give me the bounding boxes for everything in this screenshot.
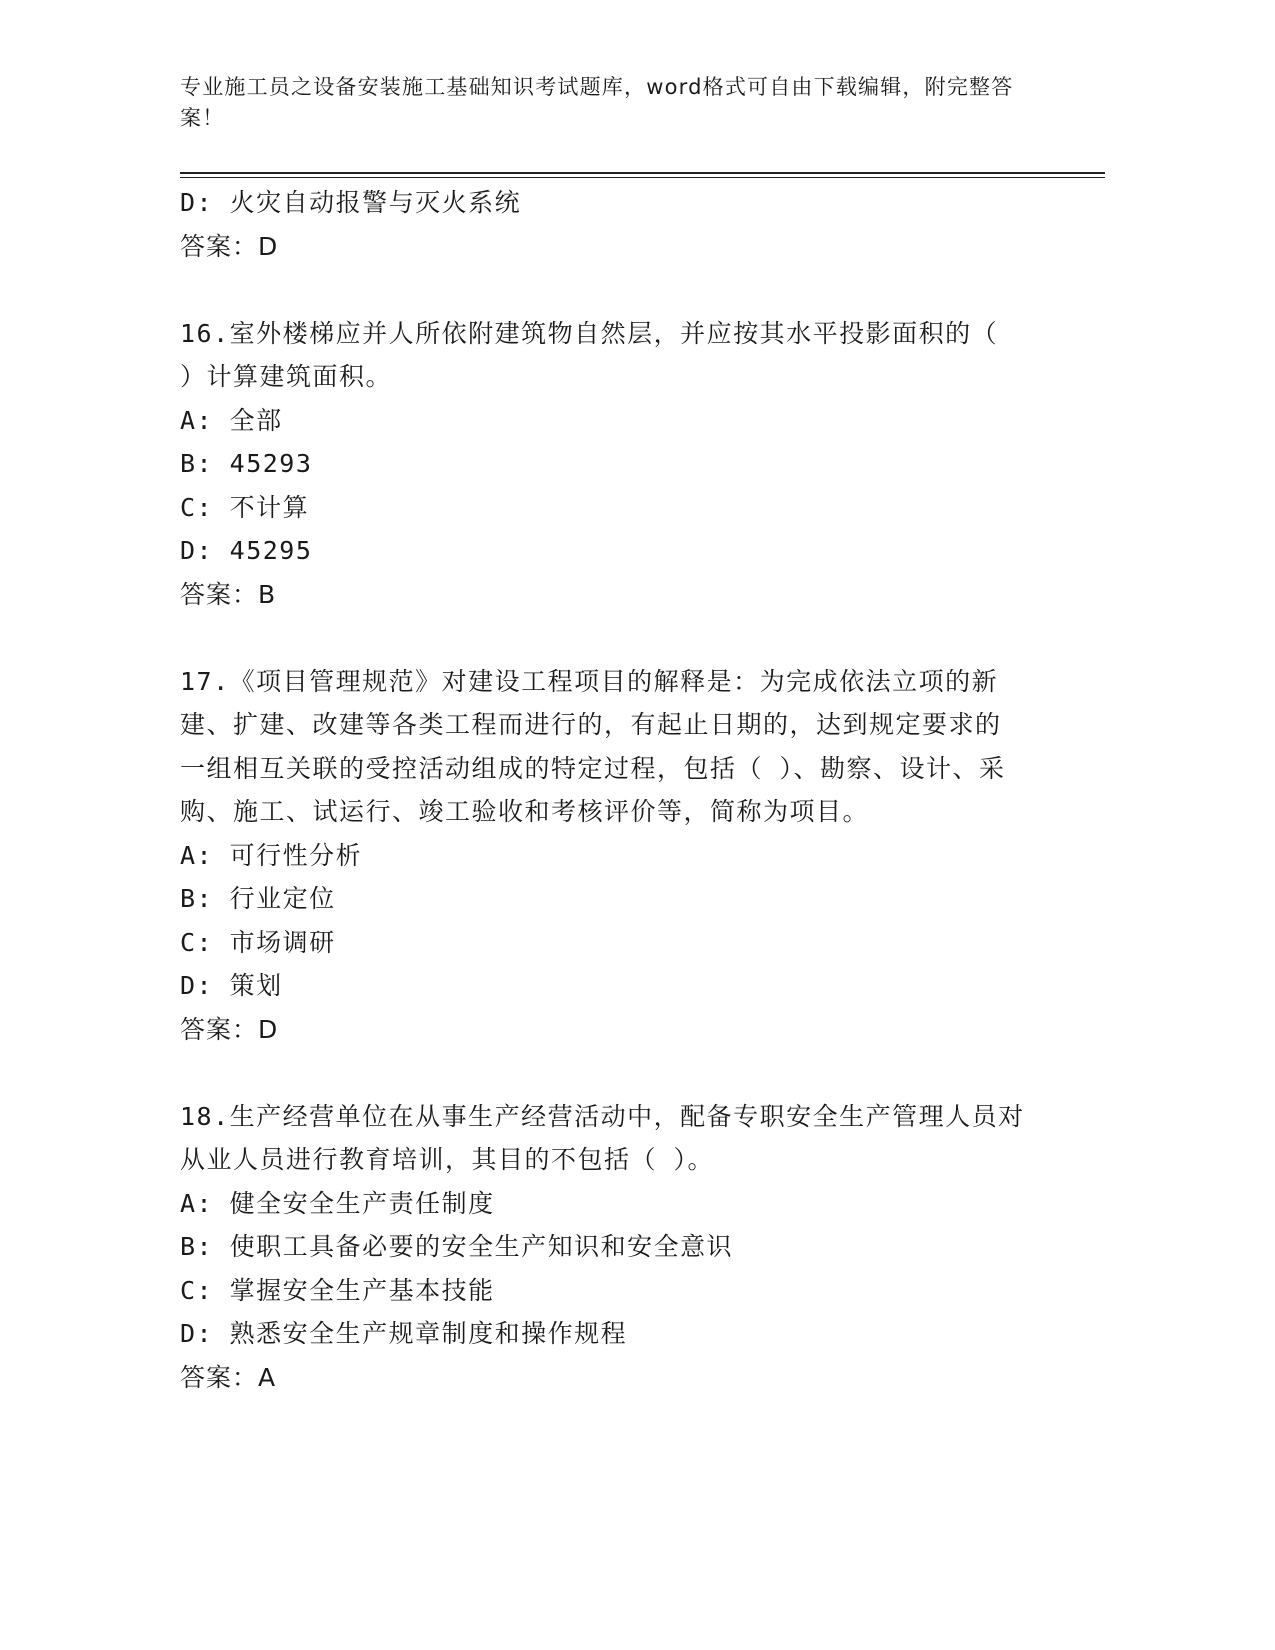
prev-option-d: D: 火灾自动报警与灭火系统 [180,188,522,217]
answer: 答案：D [180,1014,279,1044]
header-rule-thick [180,172,1105,174]
header-rule-thin [180,177,1105,178]
prev-answer: 答案：D [180,231,279,261]
question-16 [180,312,1025,617]
question-stem: 17.《项目管理规范》对建设工程项目的解释是：为完成依法立项的新建、扩建、改建等各类工程而进行的，有起止日期的，达到规定要求的一组相互关联的受控活动组成的特定过程，包括（ ）、勘察、设计、采购、施工、试运行、竣工验收和考核评价等，简称为项目。 [180,666,1006,826]
option-a: A: 可行性分析 [180,840,363,870]
question-content [180,181,1025,1399]
question-stem: 16.室外楼梯应并人所依附建筑物自然层，并应按其水平投影面积的（ ）计算建筑面积。 [180,318,999,391]
option-c: C: 市场调研 [180,927,336,957]
option-c: C: 不计算 [180,492,310,522]
option-b: B: 45293 [180,449,313,478]
answer: 答案：B [180,579,277,609]
option-b: B: 行业定位 [180,884,336,913]
question-18 [180,1095,1025,1400]
document-header: 专业施工员之设备安装施工基础知识考试题库，word格式可自由下载编辑，附完整答案！ [180,75,1014,130]
option-a: A: 健全安全生产责任制度 [180,1188,495,1218]
option-c: C: 掌握安全生产基本技能 [180,1275,495,1305]
question-stem: 18.生产经营单位在从事生产经营活动中，配备专职安全生产管理人员对从业人员进行教育培训，其目的不包括（ ）。 [180,1101,1025,1174]
option-a: A: 全部 [180,405,283,435]
answer: 答案：A [180,1362,277,1392]
option-d: D: 45295 [180,536,313,565]
option-b: B: 使职工具备必要的安全生产知识和安全意识 [180,1232,734,1261]
question-17 [180,660,1025,1052]
option-d: D: 熟悉安全生产规章制度和操作规程 [180,1319,628,1348]
option-d: D: 策划 [180,971,283,1000]
